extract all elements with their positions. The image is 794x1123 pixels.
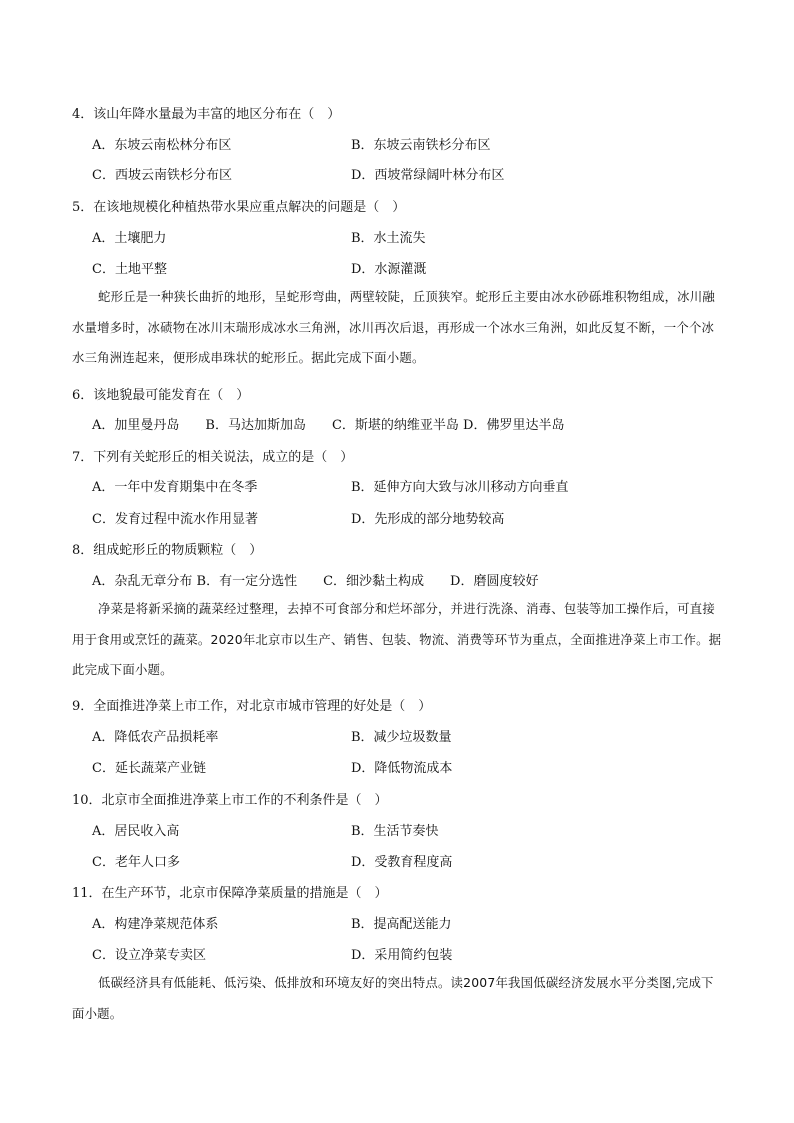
question-10-option-d: D．受教育程度高 <box>351 855 453 870</box>
question-10-option-a: A．居民收入高 <box>92 824 180 839</box>
question-11-option-a: A．构建净菜规范体系 <box>92 917 219 932</box>
question-8-stem: 8．组成蛇形丘的物质颗粒（ ） <box>72 543 263 558</box>
question-7-option-c: C．发育过程中流水作用显著 <box>92 512 258 527</box>
question-10-option-b: B．生活节奏快 <box>351 824 439 839</box>
question-5-option-b: B．水土流失 <box>351 231 426 246</box>
question-11-option-c: C．设立净菜专卖区 <box>92 948 206 963</box>
question-9-stem: 9．全面推进净菜上市工作，对北京市城市管理的好处是（ ） <box>72 699 432 714</box>
question-11-stem: 11．在生产环节，北京市保障净菜质量的措施是（ ） <box>72 886 388 901</box>
question-7-stem: 7．下列有关蛇形丘的相关说法，成立的是（ ） <box>72 450 354 465</box>
question-4-option-c: C．西坡云南铁杉分布区 <box>92 168 232 183</box>
question-8-options: A．杂乱无章分布 B．有一定分选性 C．细沙黏土构成 D．磨圆度较好 <box>92 574 539 589</box>
question-7-option-a: A．一年中发育期集中在冬季 <box>92 480 258 495</box>
passage-clean-vegetables-text: 净菜是将新采摘的蔬菜经过整理，去掉不可食部分和烂坏部分，并进行洗涤、消毒、包装等加工操作后，可直接用于食用或烹饪的蔬菜。2020年北京市以生产、销售、包装、物流、消费等环节为重点，全面推进净菜上市工作。据此完成下面小题。 <box>72 601 722 677</box>
passage-clean-vegetables <box>72 594 724 686</box>
question-6-options: A．加里曼丹岛 B．马达加斯加岛 C．斯堪的纳维亚半岛 D．佛罗里达半岛 <box>92 418 565 433</box>
question-5-stem: 5．在该地规模化种植热带水果应重点解决的问题是（ ） <box>72 200 406 215</box>
question-4-stem: 4．该山年降水量最为丰富的地区分布在（ ） <box>72 107 341 122</box>
question-11-option-d: D．采用简约包装 <box>351 948 453 963</box>
question-4-option-a: A．东坡云南松林分布区 <box>92 138 232 153</box>
passage-esker <box>72 282 724 374</box>
question-7-option-d: D．先形成的部分地势较高 <box>351 512 505 527</box>
question-9-option-c: C．延长蔬菜产业链 <box>92 761 206 776</box>
question-10-stem: 10．北京市全面推进净菜上市工作的不利条件是（ ） <box>72 793 388 808</box>
question-5-option-d: D．水源灌溉 <box>351 262 427 277</box>
passage-low-carbon <box>72 968 724 1029</box>
question-10-option-c: C．老年人口多 <box>92 855 180 870</box>
question-4-option-b: B．东坡云南铁杉分布区 <box>351 138 491 153</box>
question-11-option-b: B．提高配送能力 <box>351 917 452 932</box>
question-9-option-d: D．降低物流成本 <box>351 761 453 776</box>
question-9-option-a: A．降低农产品损耗率 <box>92 730 219 745</box>
question-5-option-a: A．土壤肥力 <box>92 231 167 246</box>
question-4-option-d: D．西坡常绿阔叶林分布区 <box>351 168 505 183</box>
passage-low-carbon-text: 低碳经济具有低能耗、低污染、低排放和环境友好的突出特点。读2007年我国低碳经济发展水平分类图,完成下面小题。 <box>72 975 714 1021</box>
question-5-option-c: C．土地平整 <box>92 262 167 277</box>
passage-esker-text: 蛇形丘是一种狭长曲折的地形，呈蛇形弯曲，两壁较陡，丘顶狭窄。蛇形丘主要由冰水砂砾堆积物组成，冰川融水量增多时，冰碛物在冰川末瑞形成冰水三角洲，冰川再次后退，再形成一个冰水三角洲，如此反复不断，一个个冰水三角洲连起来，便形成串珠状的蛇形丘。据此完成下面小题。 <box>72 289 715 365</box>
question-7-option-b: B．延伸方向大致与冰川移动方向垂直 <box>351 480 569 495</box>
question-6-stem: 6．该地貌最可能发育在（ ） <box>72 388 250 403</box>
question-9-option-b: B．减少垃圾数量 <box>351 730 452 745</box>
